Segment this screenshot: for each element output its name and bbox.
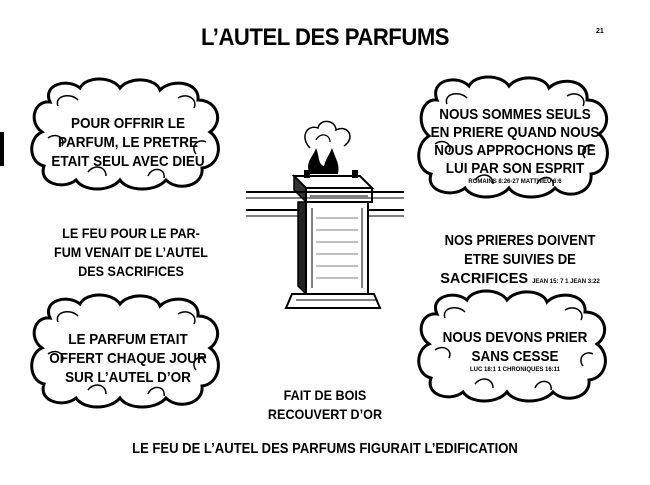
- caption-line: NOS PRIERES DOIVENT: [444, 233, 596, 249]
- incense-altar-illustration: [240, 118, 410, 318]
- cloud-text-line: NOUS APPROCHONS DE: [434, 142, 596, 159]
- cloud-text-line: POUR OFFRIR LE: [70, 115, 185, 132]
- cloud-text-line: SANS CESSE: [471, 348, 559, 365]
- cloud-text-line: OFFERT CHAQUE JOUR: [49, 350, 207, 367]
- cloud-text-line: NOUS SOMMES SEULS: [439, 106, 591, 123]
- cloud-text-line: ETAIT SEUL AVEC DIEU: [51, 153, 205, 170]
- bible-reference: LUC 18:1 1 CHRONIQUES 16:11: [469, 367, 561, 373]
- caption-line: FAIT DE BOIS: [283, 387, 367, 403]
- cloud-text-line: SUR L’AUTEL D’OR: [65, 369, 191, 386]
- cloud-bottom-right: [415, 288, 615, 406]
- cloud-text-line: PARFUM, LE PRETRE: [57, 134, 199, 151]
- page-title: L’AUTEL DES PARFUMS: [200, 24, 450, 51]
- caption-line: SACRIFICES: [440, 271, 529, 287]
- caption-prayers: [420, 232, 620, 292]
- cloud-text-line: NOUS DEVONS PRIER: [442, 329, 588, 346]
- cloud-top-right: [415, 74, 615, 204]
- footer-statement: [0, 441, 650, 457]
- caption-fire-source: [36, 224, 226, 281]
- bible-reference: ROMAINS 8:26-27 MATTHIEU 6:6: [468, 179, 562, 185]
- footer-text: LE FEU DE L’AUTEL DES PARFUMS FIGURAIT L’EDIFICATION: [132, 441, 518, 457]
- caption-line: RECOUVERT D’OR: [267, 406, 383, 422]
- cloud-text-line: LE PARFUM ETAIT: [68, 331, 188, 348]
- cloud-text-line: EN PRIERE QUAND NOUS: [430, 124, 600, 141]
- caption-line: ETRE SUIVIES DE: [464, 252, 576, 268]
- bible-reference: JEAN 15: 7 1 JEAN 3:22: [532, 279, 600, 285]
- cloud-text-line: LUI PAR SON ESPRIT: [445, 160, 585, 177]
- page-number: 21: [596, 28, 604, 35]
- binding-mark: [0, 132, 4, 166]
- incense-altar-icon: [240, 118, 410, 318]
- caption-altar-material: [250, 386, 400, 424]
- cloud-top-left: [28, 76, 228, 194]
- caption-line: DES SACRIFICES: [78, 263, 184, 279]
- cloud-bottom-left: [28, 292, 228, 412]
- caption-line: FUM VENAIT DE L’AUTEL: [53, 244, 209, 260]
- caption-line: LE FEU POUR LE PAR-: [62, 225, 200, 241]
